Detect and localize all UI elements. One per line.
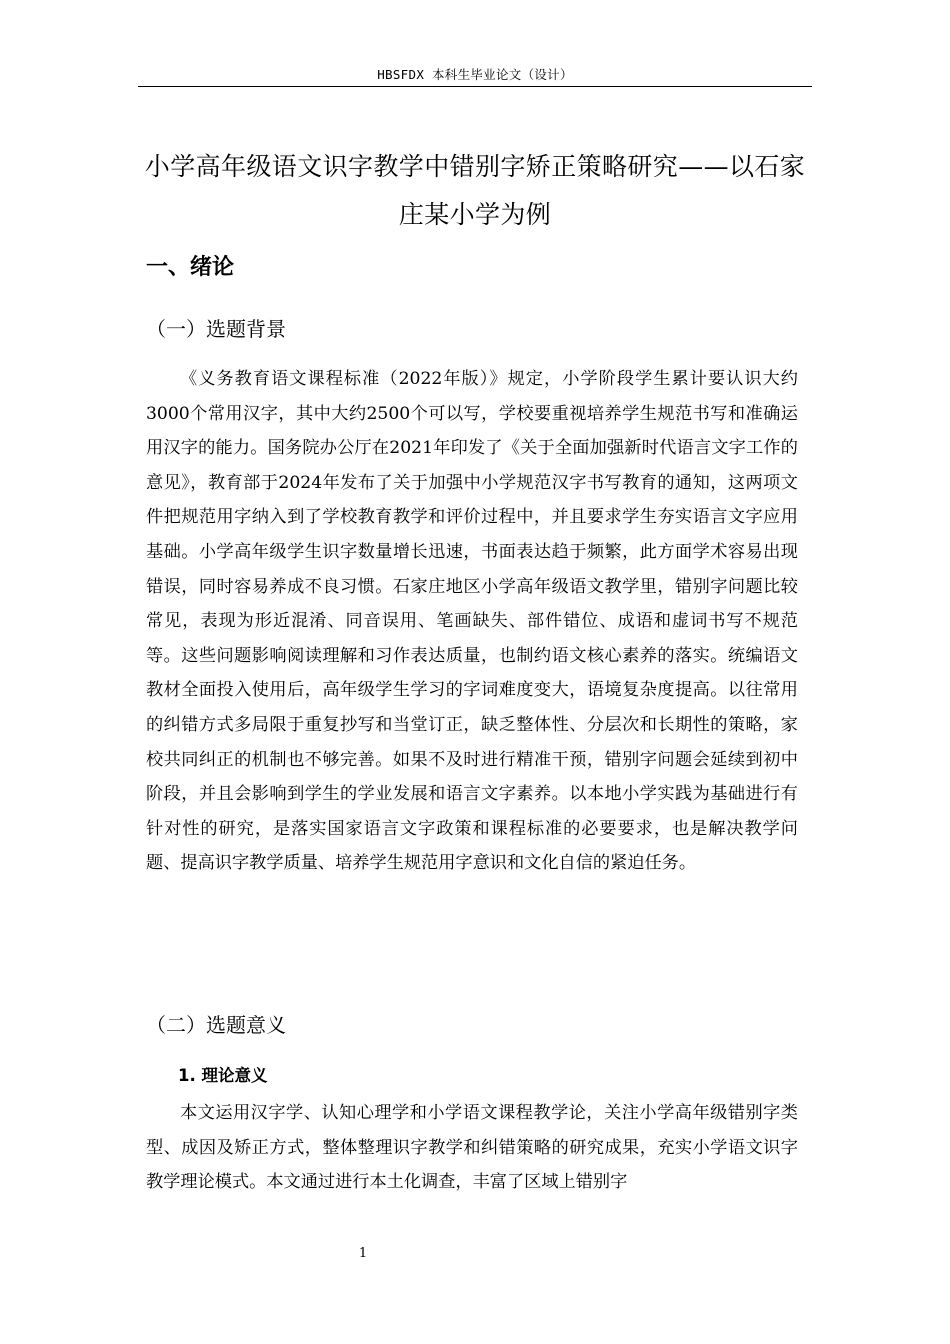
subsection-heading-significance: （二）选题意义 [146, 1013, 286, 1037]
running-header: HBSFDX 本科生毕业论文（设计） [377, 67, 573, 82]
page-number: 1 [358, 1246, 368, 1261]
subsubsection-heading-theoretical: 1. 理论意义 [178, 1066, 268, 1085]
section-heading-introduction: 一、绪论 [146, 255, 235, 280]
paper-title: 小学高年级语文识字教学中错别字矫正策略研究——以石家庄某小学为例 [144, 152, 806, 229]
background-paragraph: 《义务教育语文课程标准（2022年版）》规定，小学阶段学生累计要认识大约3000个常用汉字，其中大约2500个可以写，学校要重视培养学生规范书写和准确运用汉字的能力。国务院办公厅在2021年印发了《关于全面加强新时代语言文字工作的意见》，教育部于2024年发布了关于加强中小学规范汉字书写教育的通知，这两项文件把规范用字纳入到了学校教育教学和评价过程中，并且要求学生夯实语言文字应用基础。小学高年级学生识字数量增长迅速，书面表达趋于频繁，此方面学术容易出现错误，同时容易养成不良习惯。石家庄地区小学高年级语文教学里，错别字问题比较常见，表现为形近混淆、同音误用、笔画缺失、部件错位、成语和虚词书写不规范等。这些问题影响阅读理解和习作表达质量，也制约语文核心素养的落实。统编语文教材全面投入使用后，高年级学生学习的字词难度变大，语境复杂度提高。以往常用的纠错方式多局限于重复抄写和当堂订正，缺乏整体性、分层次和长期性的策略，家校共同纠正的机制也不够完善。如果不及时进行精准干预，错别字问题会延续到初中阶段，并且会影响到学生的学业发展和语言文字素养。以本地小学实践为基础进行有针对性的研究，是落实国家语言文字政策和课程标准的必要要求，也是解决教学问题、提高识字教学质量、培养学生规范用字意识和文化自信的紧迫任务。 [146, 369, 798, 874]
subsection-heading-background: （一）选题背景 [146, 317, 286, 341]
theoretical-paragraph: 本文运用汉字学、认知心理学和小学语文课程教学论，关注小学高年级错别字类型、成因及矫正方式，整体整理识字教学和纠错策略的研究成果，充实小学语文识字教学理论模式。本文通过进行本土化调查，丰富了区域上错别字 [146, 1103, 798, 1193]
header-rule [138, 86, 812, 87]
